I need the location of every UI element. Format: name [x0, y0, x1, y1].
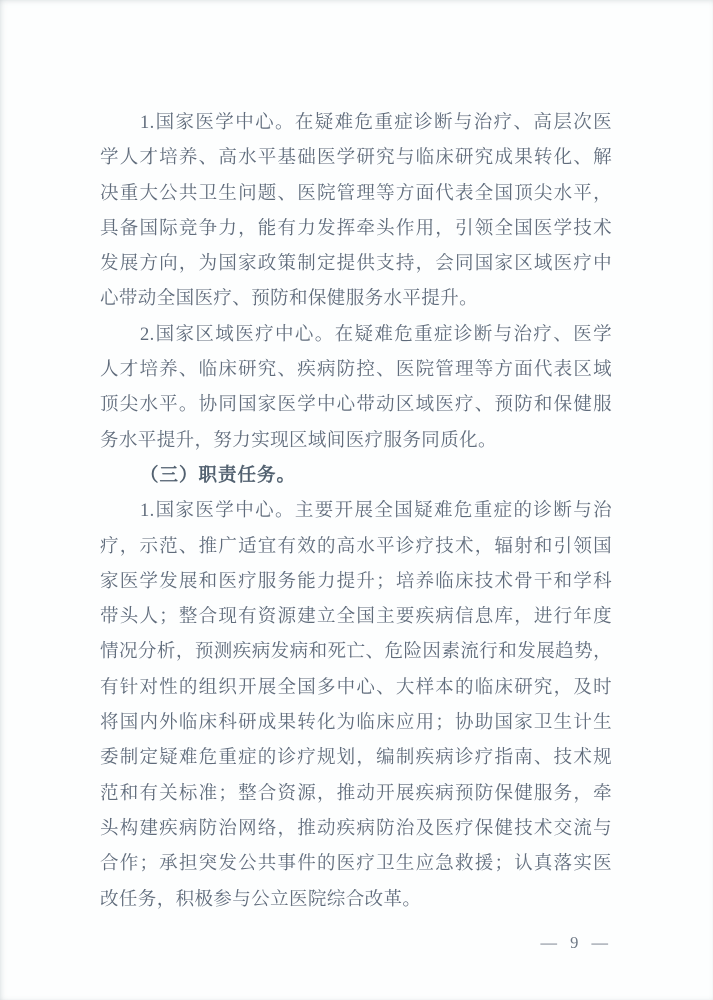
text-line: 疗，示范、推广适宜有效的高水平诊疗技术，辐射和引领国: [100, 536, 612, 557]
text-line: 带头人；整合现有资源建立全国主要疾病信息库，进行年度: [100, 607, 612, 628]
text-line: 家医学发展和医疗服务能力提升；培养临床技术骨干和学科: [100, 571, 612, 592]
text-line: 学人才培养、高水平基础医学研究与临床研究成果转化、解: [100, 148, 612, 169]
text-line: 顶尖水平。协同国家医学中心带动区域医疗、预防和保健服: [100, 395, 612, 416]
section-heading: （三）职责任务。: [140, 465, 297, 486]
text-line: 头构建疾病防治网络，推动疾病防治及医疗保健技术交流与: [100, 818, 612, 839]
text-line: 委制定疑难危重症的诊疗规划，编制疾病诊疗指南、技术规: [100, 748, 612, 769]
text-line: 将国内外临床科研成果转化为临床应用；协助国家卫生计生: [100, 713, 612, 734]
document-body: [100, 106, 612, 918]
paragraph-national-medical-center-duties: [100, 494, 612, 918]
text-line: 发展方向，为国家政策制定提供支持，会同国家区域医疗中: [100, 254, 612, 275]
text-line: 决重大公共卫生问题、医院管理等方面代表全国顶尖水平，: [100, 183, 612, 204]
text-line: 1.国家医学中心。在疑难危重症诊断与治疗、高层次医: [140, 113, 612, 133]
text-line: 情况分析，预测疾病发病和死亡、危险因素流行和发展趋势，: [100, 642, 612, 663]
text-line: 1.国家医学中心。主要开展全国疑难危重症的诊断与治: [140, 501, 612, 522]
paragraph-national-medical-center: [100, 106, 612, 318]
text-line: 心带动全国医疗、预防和保健服务水平提升。: [100, 289, 479, 310]
page-number: — 9 —: [540, 933, 609, 952]
text-line: 具备国际竞争力，能有力发挥牵头作用，引领全国医学技术: [100, 218, 612, 239]
text-line: 务水平提升，努力实现区域间医疗服务同质化。: [100, 430, 497, 451]
text-line: 2.国家区域医疗中心。在疑难危重症诊断与治疗、医学: [140, 324, 612, 345]
text-line: 范和有关标准；整合资源，推动开展疾病预防保健服务，牵: [100, 783, 612, 804]
section-heading-duties: [100, 459, 612, 494]
text-line: 人才培养、临床研究、疾病防控、医院管理等方面代表区域: [100, 360, 612, 381]
paragraph-regional-medical-center: [100, 318, 612, 459]
text-line: 合作；承担突发公共事件的医疗卫生应急救援；认真落实医: [100, 854, 612, 875]
text-line: 改任务，积极参与公立医院综合改革。: [100, 889, 422, 910]
text-line: 有针对性的组织开展全国多中心、大样本的临床研究，及时: [100, 677, 612, 698]
